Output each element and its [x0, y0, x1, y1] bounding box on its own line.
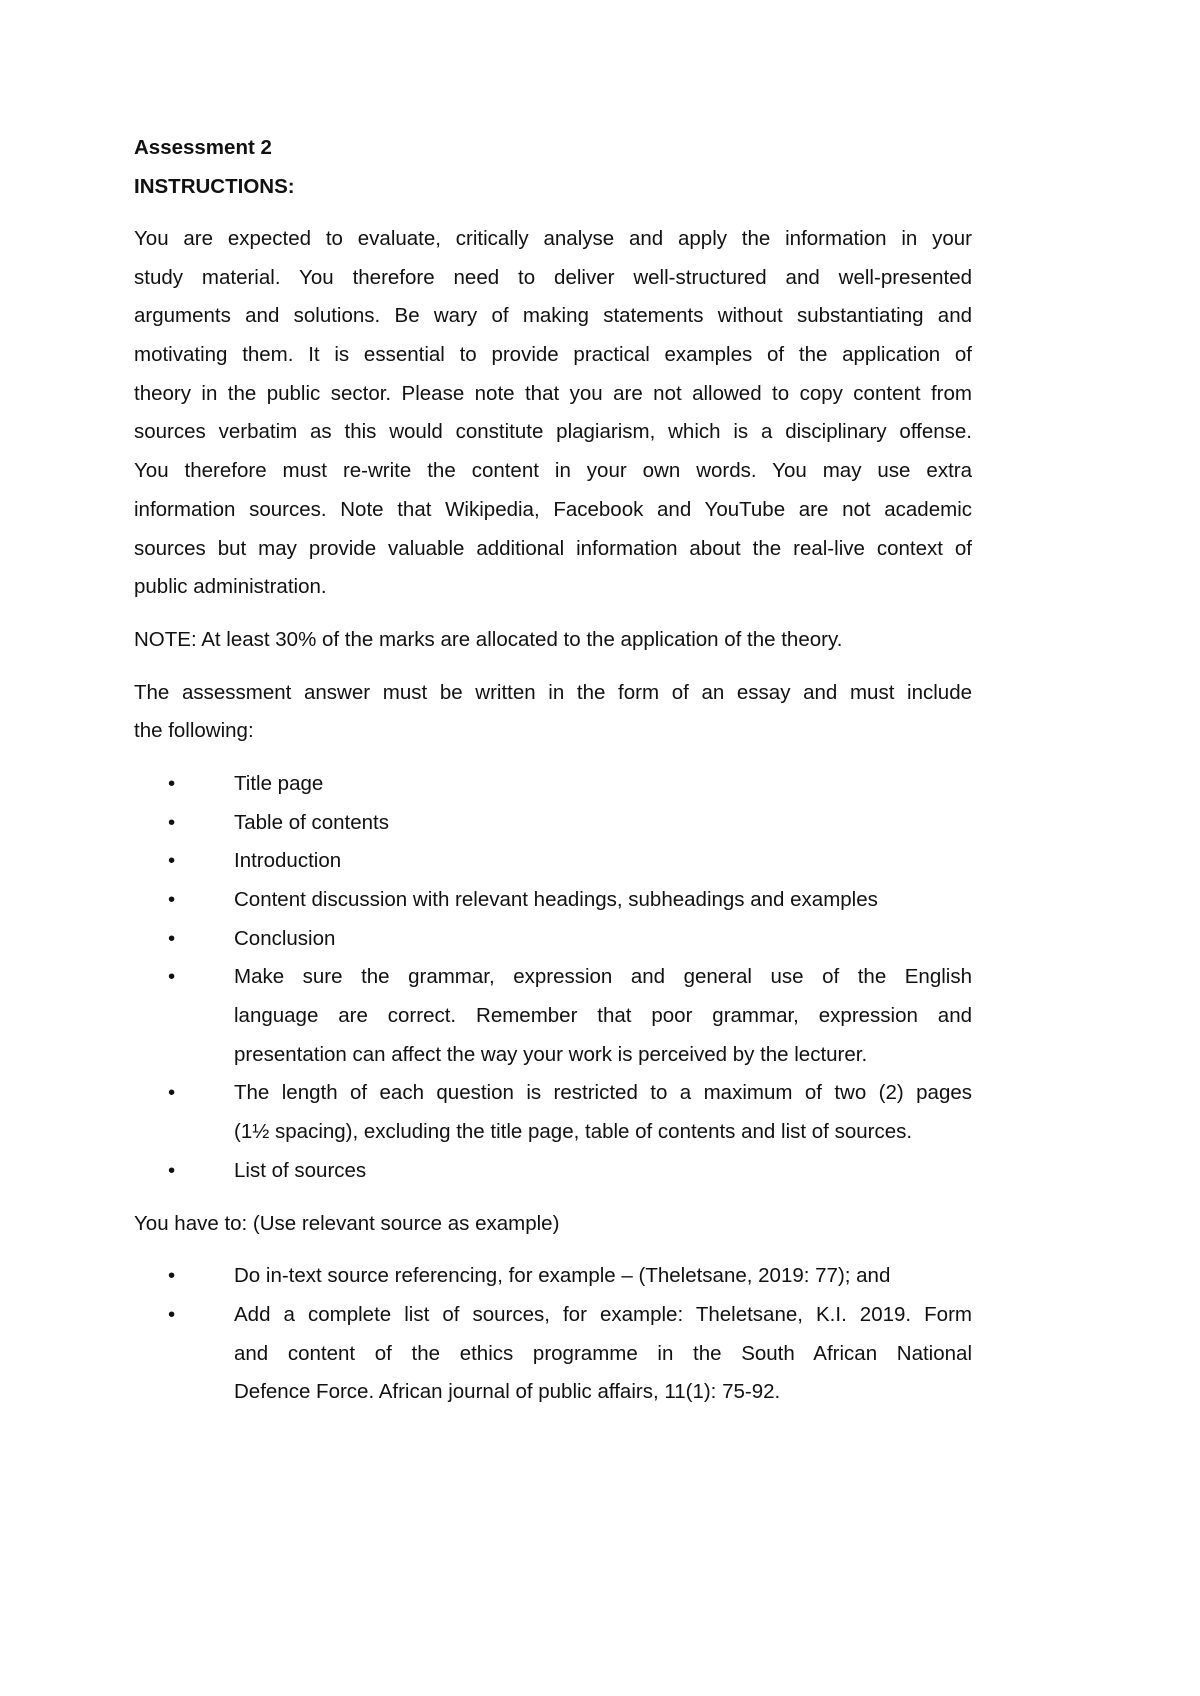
text-line: study material. You therefore need to deliver well-structured and well-presented [134, 265, 972, 289]
assessment-title: Assessment 2 [134, 136, 272, 159]
text-line: language are correct. Remember that poor grammar, expression and [234, 1004, 972, 1028]
text-line: Add a complete list of sources, for example: Theletsane, K.I. 2019. Form [234, 1302, 972, 1326]
text-line: arguments and solutions. Be wary of making statements without substantiating and [134, 304, 972, 328]
intro-paragraph [134, 220, 972, 607]
text-line: Title page [234, 771, 324, 795]
text-line: Content discussion with relevant headings, subheadings and examples [234, 888, 878, 911]
text-line: Table of contents [234, 810, 389, 834]
have-to-paragraph [134, 1205, 972, 1244]
text-line: information sources. Note that Wikipedia, Facebook and YouTube are not academic [134, 497, 972, 521]
text-line: the following: [134, 719, 254, 743]
text-line: NOTE: At least 30% of the marks are allocated to the application of the theory. [134, 627, 843, 651]
text-line: motivating them. It is essential to provide practical examples of the application of [134, 343, 972, 367]
text-line: presentation can affect the way your work is perceived by the lecturer. [234, 1042, 868, 1066]
referencing-list [134, 1257, 972, 1412]
text-line: and content of the ethics programme in the South African National [234, 1341, 972, 1365]
text-line: theory in the public sector. Please note that you are not allowed to copy content from [134, 381, 972, 405]
bullet-icon: • [168, 888, 176, 911]
list-item [134, 804, 972, 843]
list-item [134, 765, 972, 804]
text-line: You have to: (Use relevant source as example) [134, 1211, 560, 1235]
document-page [134, 128, 972, 1412]
bullet-icon: • [168, 926, 176, 950]
bullet-icon: • [168, 771, 176, 795]
text-line: You are expected to evaluate, critically analyse and apply the information in your [134, 227, 972, 250]
text-line: Make sure the grammar, expression and general use of the English [234, 965, 972, 989]
list-item [134, 920, 972, 959]
requirements-list [134, 765, 972, 1191]
text-line: The length of each question is restricted to a maximum of two (2) pages [234, 1081, 972, 1105]
text-line: You therefore must re-write the content in your own words. You may use extra [134, 459, 972, 483]
bullet-icon: • [168, 810, 176, 834]
text-line: sources verbatim as this would constitute plagiarism, which is a disciplinary offense. [134, 420, 972, 444]
text-line: sources but may provide valuable additional information about the real-live context of [134, 536, 972, 560]
list-item [134, 1296, 972, 1412]
text-line: List of sources [234, 1158, 367, 1182]
note-paragraph [134, 621, 972, 660]
list-item [134, 1257, 972, 1296]
text-line: Introduction [234, 849, 342, 873]
bullet-icon: • [168, 965, 176, 989]
bullet-icon: • [168, 1081, 176, 1105]
text-line: Defence Force. African journal of public affairs, 11(1): 75-92. [234, 1380, 781, 1404]
list-item [134, 842, 972, 881]
list-item [134, 958, 972, 1074]
essay-paragraph [134, 674, 972, 751]
text-line: Do in-text source referencing, for example – (Theletsane, 2019: 77); and [234, 1264, 891, 1288]
list-item [134, 1152, 972, 1191]
list-item [134, 1074, 972, 1151]
list-item [134, 881, 972, 920]
text-line: Conclusion [234, 926, 336, 950]
text-line: (1½ spacing), excluding the title page, table of contents and list of sources. [234, 1120, 913, 1144]
bullet-icon: • [168, 1302, 176, 1326]
bullet-icon: • [168, 1158, 176, 1182]
text-line: The assessment answer must be written in the form of an essay and must include [134, 680, 972, 704]
instructions-heading: INSTRUCTIONS: [134, 175, 295, 198]
text-line: public administration. [134, 575, 327, 599]
bullet-icon: • [168, 849, 176, 873]
bullet-icon: • [168, 1264, 176, 1288]
